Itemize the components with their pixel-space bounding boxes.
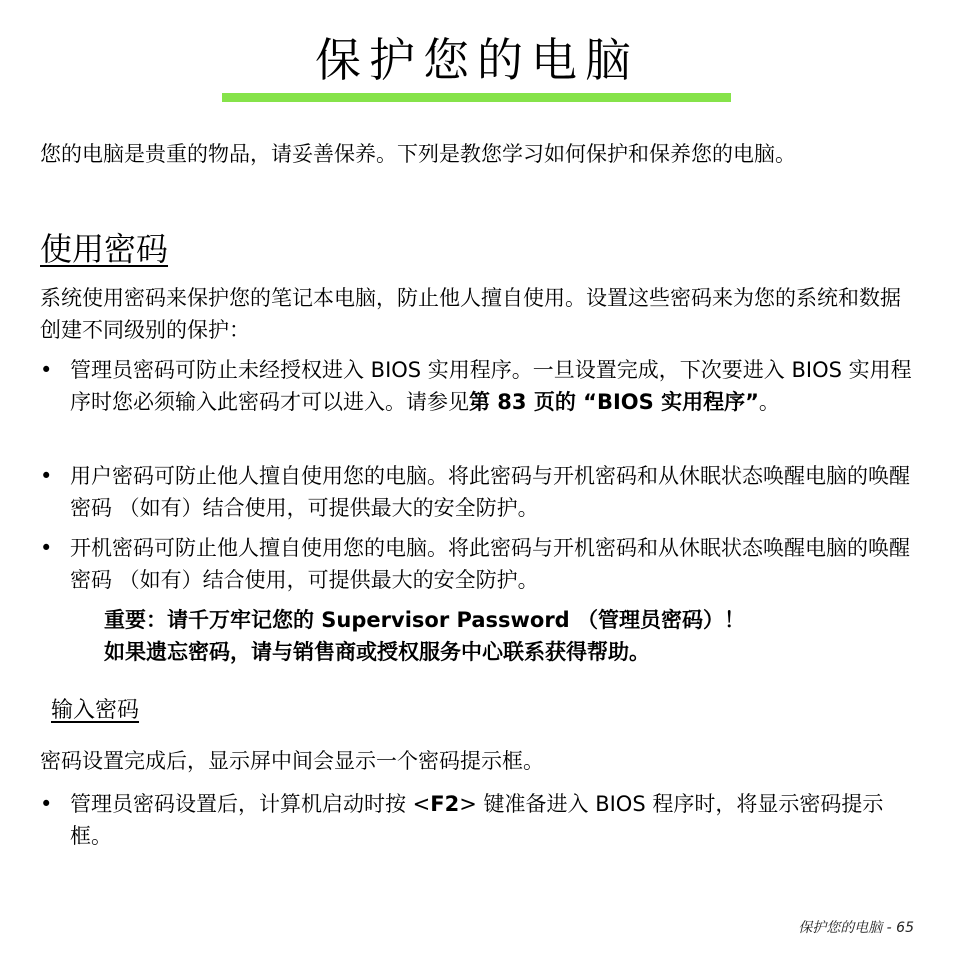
- list-item-supervisor-password: [40, 354, 918, 418]
- subsection-heading-enter-password: 输入密码: [51, 698, 140, 723]
- section-heading-passwords: 使用密码: [40, 230, 169, 268]
- list-item-boot-password: [40, 532, 918, 596]
- list-item-text: 用户密码可防止他人擅自使用您的电脑。将此密码与开机密码和从休眠状态唤醒电脑的唤醒密码 （如有）结合使用，可提供最大的安全防护。: [70, 464, 910, 520]
- subsection-paragraph: 密码设置完成后，显示屏中间会显示一个密码提示框。: [40, 749, 544, 773]
- bullet-icon: •: [40, 358, 53, 382]
- section-paragraph: 系统使用密码来保护您的笔记本电脑，防止他人擅自使用。设置这些密码来为您的系统和数据创建不同级别的保护：: [40, 286, 901, 342]
- title-underline-bar: [222, 93, 731, 102]
- list-item-text: 开机密码可防止他人擅自使用您的电脑。将此密码与开机密码和从休眠状态唤醒电脑的唤醒密码 （如有）结合使用，可提供最大的安全防护。: [70, 536, 910, 592]
- bullet-icon: •: [40, 792, 53, 816]
- list-item-user-password: [40, 460, 918, 524]
- list-item-text: 管理员密码可防止未经授权进入 BIOS 实用程序。一旦设置完成，下次要进入 BIOS 实用程序时您必须输入此密码才可以进入。请参见第 83 页的 “BIOS 实用程序”。: [70, 358, 912, 414]
- page-footer: 保护您的电脑 - 65: [798, 920, 914, 936]
- important-note-line2: 如果遗忘密码，请与销售商或授权服务中心联系获得帮助。: [104, 640, 650, 664]
- bullet-icon: •: [40, 464, 53, 488]
- important-note-line1: 重要：请千万牢记您的 Supervisor Password （管理员密码）！: [104, 608, 746, 632]
- list-item-text: 管理员密码设置后，计算机启动时按 <F2> 键准备进入 BIOS 程序时，将显示密码提示框。: [70, 792, 884, 848]
- bios-utility-reference-link[interactable]: 第 83 页的 “BIOS 实用程序”: [469, 390, 759, 414]
- intro-paragraph: 您的电脑是贵重的物品，请妥善保养。下列是教您学习如何保护和保养您的电脑。: [40, 142, 796, 166]
- list-item-password-prompt: [40, 788, 918, 852]
- f2-key-label: F2: [430, 792, 460, 816]
- bullet-icon: •: [40, 536, 53, 560]
- page-title: 保护您的电脑: [315, 33, 639, 87]
- important-note: [104, 604, 904, 668]
